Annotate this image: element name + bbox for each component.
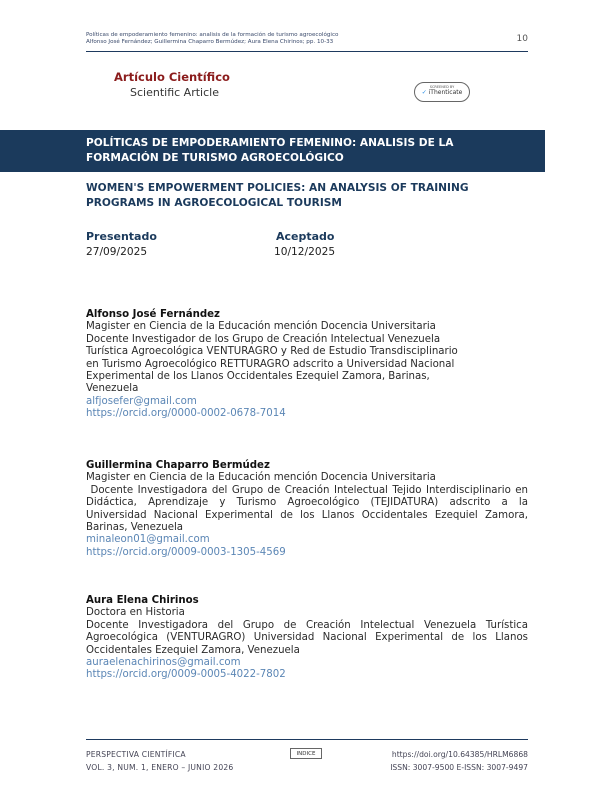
journal-volume: VOL. 3, NUM. 1, ENERO – JUNIO 2026 <box>86 763 234 772</box>
title-en: WOMEN'S EMPOWERMENT POLICIES: AN ANALYSIS OF TRAINING PROGRAMS IN AGROECOLOGICAL TOURISM <box>86 182 469 209</box>
author-affiliation-line: Docente Investigador de los Grupo de Creación Intelectual Venezuela <box>86 333 441 345</box>
author-email-link[interactable]: alfjosefer@gmail.com <box>86 395 197 407</box>
author-orcid-link[interactable]: https://orcid.org/0009-0003-1305-4569 <box>86 546 286 558</box>
presented-label: Presentado <box>86 230 157 243</box>
ithenticate-small-label: SCREENED BY <box>429 85 455 89</box>
author-orcid-link[interactable]: https://orcid.org/0000-0002-0678-7014 <box>86 408 286 420</box>
accepted-date: 10/12/2025 <box>274 246 336 258</box>
author-degree: Doctora en Historia <box>86 607 185 619</box>
author-degree: Magister en Ciencia de la Educación mención Docencia Universitaria <box>86 321 436 333</box>
footer-left <box>86 748 233 774</box>
article-type-en: Scientific Article <box>130 86 219 99</box>
title-es: POLÍTICAS DE EMPODERAMIENTO FEMENINO: ANALISIS DE LA FORMACIÓN DE TURISMO AGROECOLÓGICO <box>86 137 454 164</box>
author-degree: Magister en Ciencia de la Educación mención Docencia Universitaria <box>86 472 436 484</box>
author-block-1 <box>86 309 528 421</box>
issn-text: ISSN: 3007-9500 E-ISSN: 3007-9497 <box>390 763 528 772</box>
author-orcid-link[interactable]: https://orcid.org/0009-0005-4022-7802 <box>86 669 286 681</box>
author-affiliation-line: Turística Agroecológica VENTURAGRO y Red de Estudio Transdisciplinario <box>86 346 458 358</box>
article-type-es: Artículo Científico <box>114 70 230 84</box>
author-block-3 <box>86 595 528 682</box>
header-divider <box>86 51 528 52</box>
indice-button[interactable]: INDICE <box>290 748 322 759</box>
check-icon: ✓ <box>421 89 427 96</box>
author-affiliation-line: en Turismo Agroecológico RETTURAGRO adscrito a Universidad Nacional <box>86 358 455 370</box>
doi-link[interactable]: https://doi.org/10.64385/HRLM6868 <box>391 750 528 759</box>
author-affiliation: Docente Investigadora del Grupo de Creación Intelectual Tejido Interdisciplinario en Didáctica, Aprendizaje y Turismo Agroecológico (TEJIDATURA) adscrito a la Universidad Nacional Experimental de los Llanos Occidentales Ezequiel Zamora, Barinas, Venezuela <box>86 484 532 534</box>
author-block-2 <box>86 460 532 559</box>
accepted-label: Aceptado <box>276 230 335 243</box>
author-email-link[interactable]: minaleon01@gmail.com <box>86 534 210 546</box>
presented-date: 27/09/2025 <box>86 246 148 258</box>
author-affiliation-line: Experimental de los Llanos Occidentales Ezequiel Zamora, Barinas, <box>86 371 430 383</box>
author-affiliation: Docente Investigadora del Grupo de Creación Intelectual Venezuela Turística Agroecológica (VENTURAGRO) Universidad Nacional Experimental de los Llanos Occidentales Ezequiel Zamora, Venezuela <box>86 619 528 656</box>
author-name: Aura Elena Chirinos <box>86 595 199 606</box>
header-authors-line: Alfonso José Fernández; Guillermina Chaparro Bermúdez; Aura Elena Chirinos; pp. 10-33 <box>86 39 334 45</box>
ithenticate-badge <box>414 82 470 102</box>
author-email-link[interactable]: auraelenachirinos@gmail.com <box>86 657 241 669</box>
author-name: Guillermina Chaparro Bermúdez <box>86 460 270 471</box>
header-title-line: Políticas de empoderamiento femenino: analisis de la formación de turismo agroecológico <box>86 32 339 38</box>
author-affiliation-line: Venezuela <box>86 383 139 395</box>
page-number: 10 <box>516 34 528 44</box>
footer-divider <box>86 739 528 740</box>
running-header <box>86 32 528 46</box>
footer-right <box>390 748 528 774</box>
ithenticate-label: iThenticate <box>428 89 463 96</box>
author-name: Alfonso José Fernández <box>86 309 220 320</box>
journal-name: PERSPECTIVA CIENTÍFICA <box>86 750 186 759</box>
